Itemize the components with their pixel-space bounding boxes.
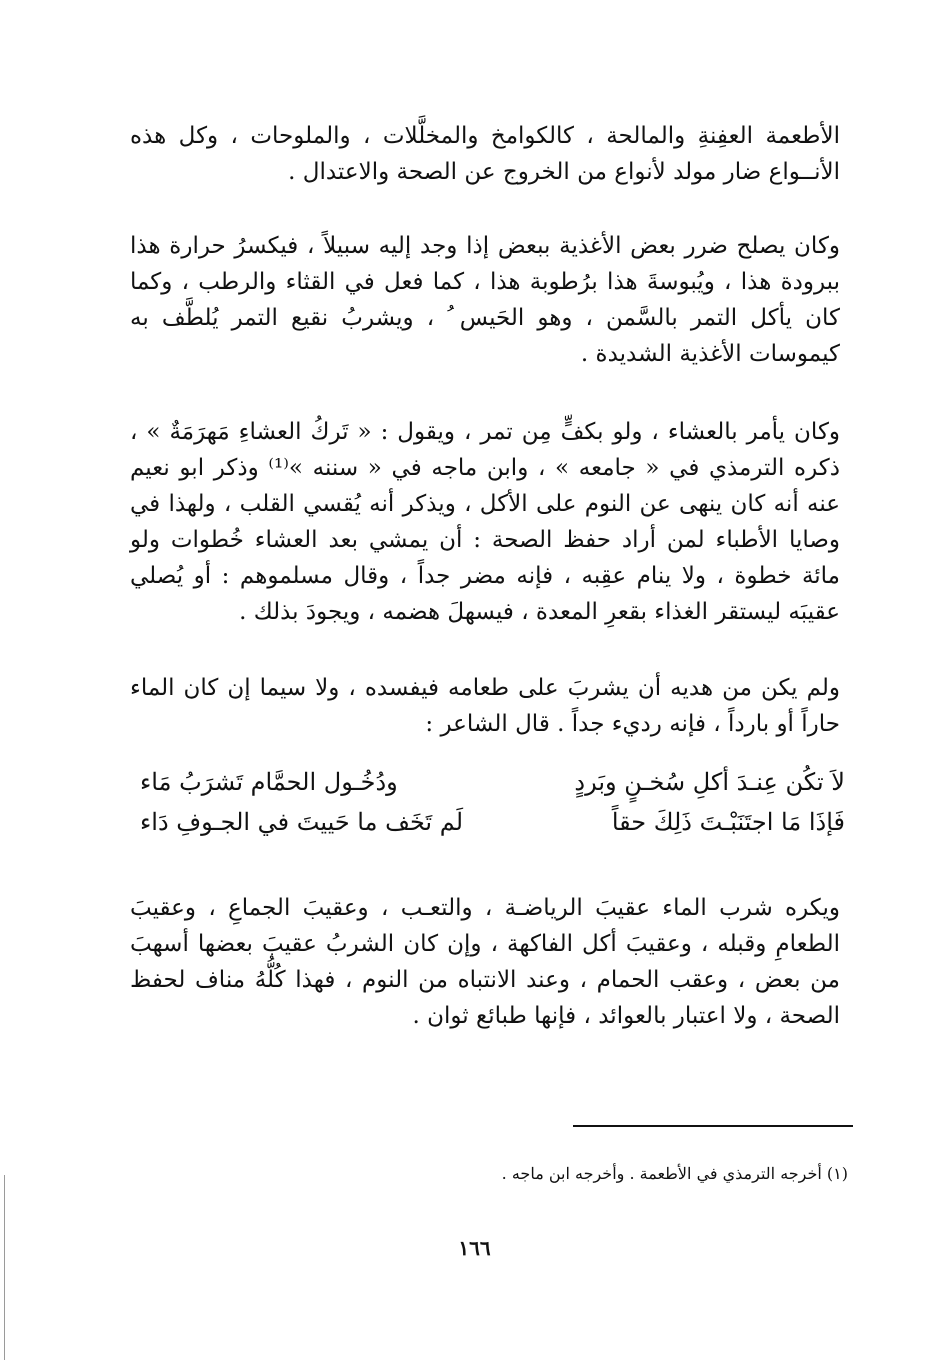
verse-hemistich-second: ودُخُـول الحمَّام تَشرَبُ مَاء <box>140 768 398 796</box>
verse-line-1 <box>140 762 845 802</box>
paragraph-5 <box>130 890 840 1034</box>
paragraph-text: ويكره شرب الماء عقيبَ الرياضـة ، والتعـب ، وعقيبَ الجماعِ ، وعقيبَ الطعامِ وقبله ، وعقيبَ أكل الفاكهة ، وإن كان الشربُ عقيبَ بعضها أسهبَ من بعض ، وعقب الحمام ، وعند الانتباه من النوم ، فهذا كُلُّهُ مناف لحفظ الصحة ، ولا اعتبار بالعوائد ، فإنها طبائع ثوان . <box>130 895 840 1029</box>
verse-line-2 <box>140 802 845 842</box>
paragraph-text: ولم يكن من هديه أن يشربَ على طعامه فيفسده ، ولا سيما إن كان الماء حاراً أو بارداً ، فإنه رديء جداً . قال الشاعر : <box>130 675 840 737</box>
paragraph-text: الأطعمة العفِنةِ والمالحة ، كالكوامخ والمخلَّلات ، والملوحات ، وكل هذه الأنــواع ضار مولد لأنواع من الخروج عن الصحة والاعتدال . <box>130 123 840 185</box>
margin-scan-line <box>4 1175 5 1360</box>
poem-verse <box>140 762 845 842</box>
verse-hemistich-second: لَم تَخَف ما حَييتَ في الجـوفِ دَاء <box>140 808 464 836</box>
verse-hemistich-first: فَإذَا مَا اجتَنَبْـتَ ذَلِكَ حقاً <box>611 808 845 836</box>
page-number: ١٦٦ <box>458 1236 491 1260</box>
verse-hemistich-first: لاَ تكُن عِنـدَ أكلِ سُخـنٍ وبَردٍ <box>574 768 845 796</box>
paragraph-3 <box>130 414 840 630</box>
footnote: (١) أخرجه الترمذي في الأطعمة . وأخرجه ابن ماجه . <box>501 1164 848 1183</box>
paragraph-1 <box>130 118 840 190</box>
paragraph-4 <box>130 670 840 742</box>
paragraph-text: وكان يأمر بالعشاء ، ولو بكفٍّ مِن تمر ، ويقول : « تَركُ العشاءِ مَهرَمَةٌ » ، ذكره الترمذي في « جامعه » ، وابن ماجه في « سننه »⁽¹⁾ وذكر ابو نعيم عنه أنه كان ينهى عن النوم على الأكل ، ويذكر أنه يُقسي القلب ، ولهذا في وصايا الأطباء لمن أراد حفظ الصحة : أن يمشي بعد العشاء خُطوات ولو مائة خطوة ، ولا ينام عقِبه ، فإنه مضر جداً ، وقال مسلموهم : أو يُصلي عقيبَه ليستقر الغذاء بقعرِ المعدة ، فيسهلَ هضمه ، ويجودَ بذلك . <box>130 419 840 625</box>
footnote-separator <box>573 1125 853 1127</box>
paragraph-2 <box>130 228 840 372</box>
paragraph-text: وكان يصلح ضرر بعض الأغذية ببعض إذا وجد إليه سبيلاً ، فيكسرُ حرارة هذا ببرودة هذا ، ويُبوسةَ هذا برُطوبة هذا ، كما فعل في القثاء والرطب ، وكما كان يأكل التمر بالسَّمن ، وهو الحَيس ُ ، ويشربُ نقيع التمر يُلطَّف به كيموسات الأغذية الشديدة . <box>130 233 840 367</box>
